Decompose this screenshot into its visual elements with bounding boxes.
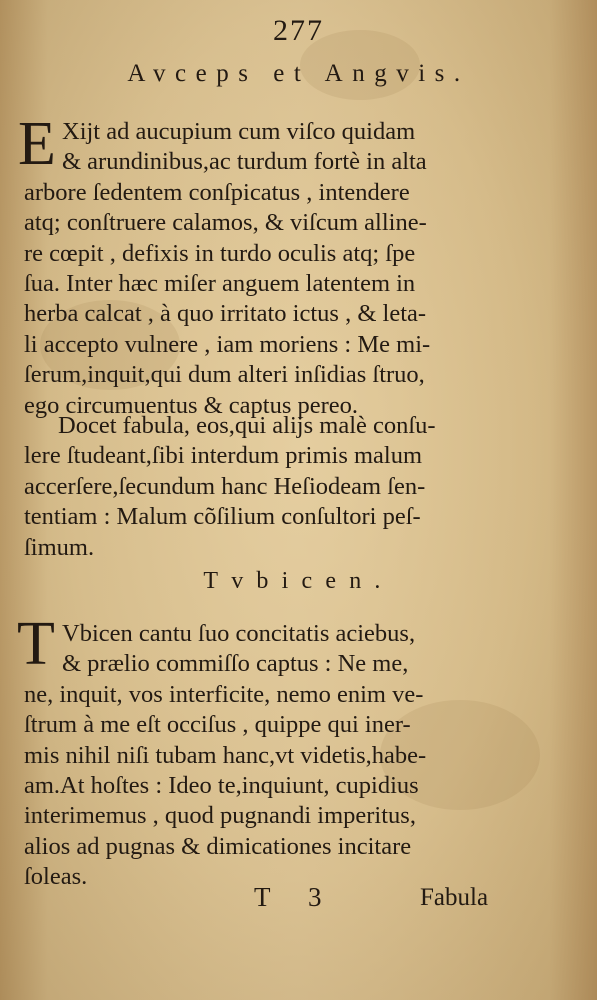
text-line: Vbicen cantu ſuo concitatis aciebus, bbox=[62, 620, 416, 647]
page-footer bbox=[0, 882, 597, 922]
drop-cap: E bbox=[18, 110, 56, 178]
text-line: ſimum. bbox=[24, 533, 95, 561]
text-line: arbore ſedentem conſpicatus , intendere bbox=[24, 178, 410, 206]
text-line: & arundinibus,ac turdum fortè in alta bbox=[62, 148, 427, 176]
text-line: ne, inquit, vos interficite, nemo enim ve- bbox=[24, 680, 424, 708]
text-line: ſua. Inter hæc miſer anguem latentem in bbox=[24, 269, 416, 297]
text-line: li accepto vulnere , iam moriens : Me mi- bbox=[24, 330, 431, 358]
text-line: Docet fabula, eos,qui alijs malè conſu- bbox=[58, 412, 436, 439]
drop-cap: T bbox=[17, 610, 55, 678]
signature-number: 3 bbox=[308, 882, 322, 912]
text-line: mis nihil niſi tubam hanc,vt videtis,habe- bbox=[24, 741, 427, 769]
fable-title: Tvbicen. bbox=[203, 568, 394, 594]
text-line: alios ad pugnas & dimicationes incitare bbox=[24, 832, 412, 860]
text-line: atq; conſtruere calamos, & viſcum alline- bbox=[24, 209, 427, 237]
fable-text bbox=[24, 619, 506, 893]
text-line: tentiam : Malum cõſilium conſultori peſ- bbox=[24, 503, 421, 531]
text-line: ſoleas. bbox=[24, 863, 88, 891]
text-line: re cœpit , defixis in turdo oculis atq; ſpe bbox=[24, 239, 416, 267]
text-line: herba calcat , à quo irritato ictus , & leta- bbox=[24, 300, 427, 328]
text-line: ſtrum à me eſt occiſus , quippe qui iner- bbox=[24, 711, 411, 739]
text-line: lere ſtudeant,ſibi interdum primis malum bbox=[24, 442, 423, 470]
text-line: am.At hoſtes : Ideo te,inquiunt, cupidius bbox=[24, 771, 419, 799]
signature-mark: T bbox=[254, 882, 271, 912]
text-line: ſerum,inquit,qui dum alteri inſidias ſtruo, bbox=[24, 361, 425, 389]
moral-text bbox=[24, 411, 506, 563]
text-line: accerſere,ſecundum hanc Heſiodeam ſen- bbox=[24, 472, 426, 500]
fable-title: Avceps et Angvis. bbox=[127, 60, 470, 87]
text-line: ego circumuentus & captus pereo. bbox=[24, 391, 359, 419]
fable-text bbox=[24, 117, 506, 421]
catchword: Fabula bbox=[420, 884, 489, 911]
page-number: 277 bbox=[273, 14, 324, 47]
text-line: interimemus , quod pugnandi imperitus, bbox=[24, 802, 416, 830]
text-line: Xijt ad aucupium cum viſco quidam bbox=[62, 118, 416, 145]
text-line: & prælio commiſſo captus : Ne me, bbox=[62, 650, 409, 678]
